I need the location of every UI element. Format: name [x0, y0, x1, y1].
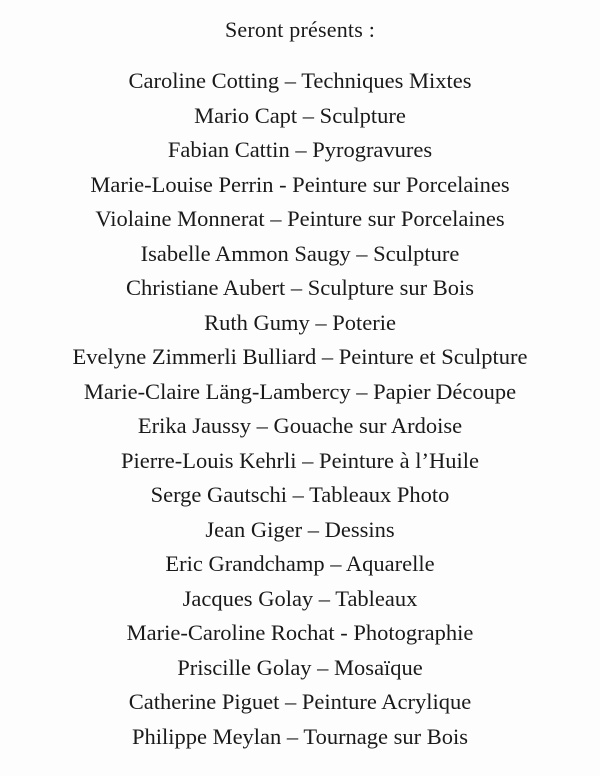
exhibitor-entry: Caroline Cotting – Techniques Mixtes	[128, 68, 472, 93]
heading: Seront présents :	[224, 17, 376, 42]
exhibitor-entry: Catherine Piguet – Peinture Acrylique	[128, 689, 472, 714]
exhibitor-entry: Serge Gautschi – Tableaux Photo	[150, 482, 450, 507]
exhibitor-entry: Erika Jaussy – Gouache sur Ardoise	[137, 413, 463, 438]
exhibitor-entry: Violaine Monnerat – Peinture sur Porcelaines	[95, 206, 505, 231]
exhibitor-entry: Marie-Louise Perrin - Peinture sur Porcelaines	[90, 171, 510, 197]
exhibitor-entry: Jean Giger – Dessins	[205, 516, 395, 542]
exhibitor-entry: Evelyne Zimmerli Bulliard – Peinture et Sculpture	[72, 344, 528, 369]
exhibitor-entry: Isabelle Ammon Saugy – Sculpture	[140, 240, 460, 266]
exhibitor-entry: Philippe Meylan – Tournage sur Bois	[131, 723, 469, 749]
exhibitor-entry: Fabian Cattin – Pyrogravures	[167, 137, 433, 162]
exhibitor-entry: Priscille Golay – Mosaïque	[177, 654, 423, 680]
exhibitor-entry: Christiane Aubert – Sculpture sur Bois	[125, 275, 475, 300]
exhibitor-list	[0, 64, 600, 754]
exhibitor-entry: Ruth Gumy – Poterie	[204, 309, 396, 335]
exhibitor-entry: Marie-Claire Läng-Lambercy – Papier Découpe	[83, 378, 517, 404]
exhibitor-entry: Mario Capt – Sculpture	[194, 102, 406, 128]
exhibitor-entry: Marie-Caroline Rochat - Photographie	[126, 620, 474, 645]
exhibitor-entry: Eric Grandchamp – Aquarelle	[165, 551, 435, 576]
exhibitor-entry: Pierre-Louis Kehrli – Peinture à l’Huile	[120, 447, 480, 473]
exhibitor-entry: Jacques Golay – Tableaux	[182, 585, 418, 611]
